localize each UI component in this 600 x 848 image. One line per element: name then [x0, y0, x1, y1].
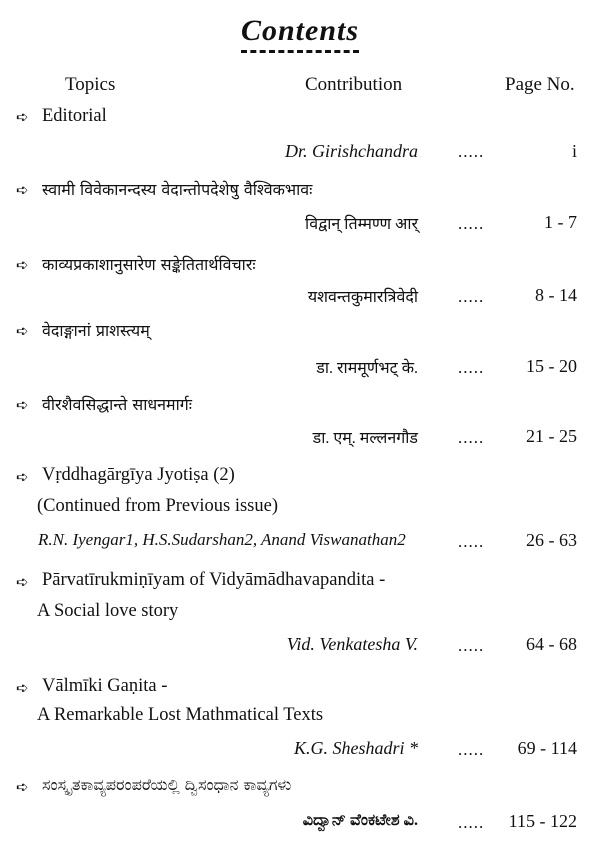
- entry-author: R.N. Iyengar1, H.S.Sudarshan2, Anand Viswanathan2: [38, 530, 406, 549]
- page-title-text: Contents: [241, 14, 359, 53]
- entry-author: Dr. Girishchandra: [284, 141, 418, 161]
- entry-dots: .....: [458, 813, 485, 832]
- arrow-icon: ➪: [16, 679, 29, 697]
- arrow-icon: ➪: [16, 573, 29, 591]
- entry-pages: 115 - 122: [508, 811, 577, 831]
- arrow-icon: ➪: [16, 396, 29, 414]
- entry-title-cont: A Remarkable Lost Mathmatical Texts: [37, 705, 324, 725]
- entry-title-cont: (Continued from Previous issue): [37, 496, 278, 516]
- entry-title: Pārvatīrukmiṇīyam of Vidyāmādhavapandita -: [42, 570, 386, 590]
- arrow-icon: ➪: [16, 322, 29, 340]
- entry-pages: i: [571, 141, 577, 161]
- entry-dots: .....: [458, 740, 485, 759]
- arrow-icon: ➪: [16, 181, 29, 199]
- entry-dots: .....: [458, 532, 485, 551]
- arrow-icon: ➪: [16, 468, 29, 486]
- arrow-icon: ➪: [16, 778, 29, 796]
- entry-title: स्वामी विवेकानन्दस्य वेदान्तोपदेशेषु वैश्विकभावः: [42, 180, 313, 199]
- entry-dots: .....: [458, 428, 485, 447]
- header-contribution: Contribution: [305, 74, 403, 95]
- entry-title-cont: A Social love story: [37, 601, 179, 621]
- entry-dots: .....: [458, 358, 485, 377]
- entry-pages: 69 - 114: [517, 738, 577, 758]
- entry-author: यशवन्तकुमारत्रिवेदी: [307, 289, 418, 306]
- entry-pages: 64 - 68: [526, 634, 577, 654]
- header-page-no: Page No.: [505, 74, 575, 95]
- page-title: [0, 14, 600, 53]
- entry-dots: .....: [458, 636, 485, 655]
- entry-pages: 21 - 25: [526, 426, 577, 446]
- entry-dots: .....: [458, 214, 485, 233]
- entry-pages: 1 - 7: [544, 212, 577, 232]
- header-topics: Topics: [65, 74, 116, 95]
- entry-pages: 15 - 20: [526, 356, 577, 376]
- entry-title: काव्यप्रकाशानुसारेण सङ्केतितार्थविचारः: [42, 255, 256, 274]
- entry-author: K.G. Sheshadri *: [293, 738, 418, 758]
- entry-dots: .....: [458, 287, 485, 306]
- entry-author: डा. राममूर्णभट् के.: [316, 360, 418, 377]
- arrow-icon: ➪: [16, 108, 29, 126]
- entry-title: वीरशैवसिद्धान्ते साधनमार्गः: [42, 395, 193, 414]
- entry-author: Vid. Venkatesha V.: [286, 634, 418, 654]
- entry-author: डा. एम्. मल्लनगौड: [312, 430, 418, 447]
- entry-title: ಸಂಸ್ಕೃತಕಾವ್ಯಪರಂಪರೆಯಲ್ಲಿ ದ್ವಿಸಂಧಾನ ಕಾವ್ಯಗಳು: [42, 775, 292, 794]
- entry-author: ವಿದ್ವಾನ್ ವೆಂಕಟೇಶ ವಿ.: [302, 812, 418, 829]
- arrow-icon: ➪: [16, 256, 29, 274]
- entry-author: विद्वान् तिम्मण्ण आर्: [305, 216, 418, 233]
- entry-pages: 26 - 63: [526, 530, 577, 550]
- entry-title: Vālmīki Gaṇita -: [42, 676, 168, 696]
- entry-dots: .....: [458, 142, 485, 161]
- entry-title: Vṛddhagārgīya Jyotiṣa (2): [42, 465, 235, 485]
- entry-title: Editorial: [42, 106, 107, 126]
- entry-title: वेदाङ्गानां प्राशस्त्यम्: [42, 321, 150, 340]
- entry-pages: 8 - 14: [535, 285, 577, 305]
